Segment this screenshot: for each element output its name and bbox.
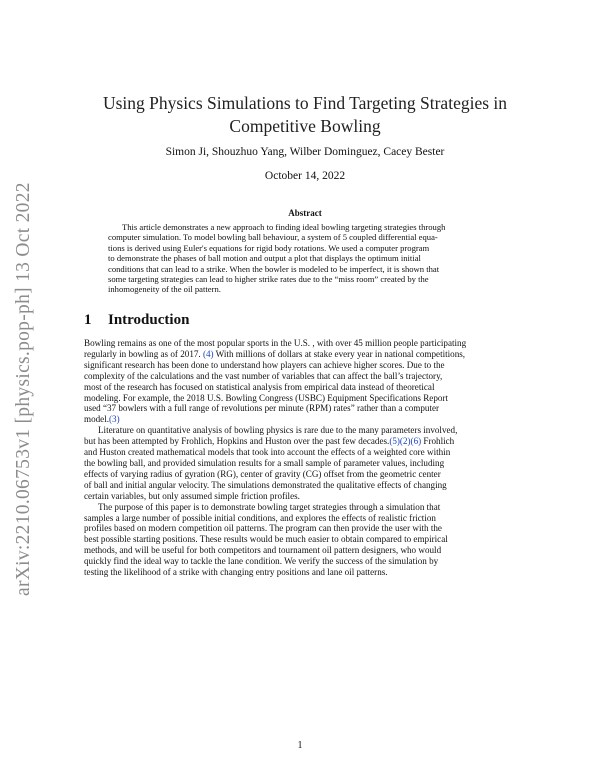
- abstract-line: some targeting strategies can lead to higher strike rates due to the “miss room” created by the: [108, 274, 429, 285]
- citation-link[interactable]: (5)(2)(6): [389, 436, 422, 447]
- text-run: effects of varying radius of gyration (RG), center of gravity (CG) offset from the geometric center: [84, 468, 441, 479]
- paragraph-line: [84, 403, 524, 414]
- publication-date: October 14, 2022: [264, 170, 346, 182]
- text-run: significant research has been done to understand how players can achieve higher scores. Due to the: [84, 359, 445, 370]
- paragraph-line: [84, 523, 524, 534]
- text-run: methods, and will be useful for both competitors and tournament oil pattern designers, who would: [84, 545, 442, 556]
- text-run: Frohlich: [421, 436, 455, 447]
- paragraph-line: [84, 436, 524, 447]
- section-title: Introduction: [108, 312, 190, 328]
- section-number: 1: [84, 312, 92, 328]
- text-run: Literature on quantitative analysis of bowling physics is rare due to the many parameters involved,: [98, 425, 458, 436]
- text-run: the bowling ball, and provided simulation results for a small sample of parameter values, including: [84, 457, 445, 468]
- text-run: profiles based on modern competition oil patterns. The program can then provide the user with the: [84, 523, 442, 534]
- paragraph-line: [84, 393, 524, 404]
- paragraph-line: [84, 458, 524, 469]
- paragraph-line: [84, 534, 524, 545]
- text-run: but has been attempted by Frohlich, Hopkins and Huston over the past few decades.: [84, 436, 390, 447]
- paragraph-line: [84, 338, 524, 349]
- text-run: best possible starting positions. These results would be much easier to obtain compared to empirical: [84, 534, 448, 545]
- citation-link[interactable]: (4): [202, 348, 214, 359]
- text-run: used “37 bowlers with a full range of revolutions per minute (RPM) rates” rather than a computer: [84, 403, 440, 414]
- text-run: testing the likelihood of a strike with changing entry positions and lane oil patterns.: [84, 567, 388, 578]
- abstract-line: computer simulation. To model bowling ball behaviour, a system of 5 coupled differential equa-: [108, 232, 438, 243]
- page-number: 1: [297, 740, 303, 751]
- abstract-body: [108, 222, 502, 295]
- abstract-line: to demonstrate the phases of ball motion and output a plot that displays the optimum initial: [108, 253, 421, 264]
- text-run: With millions of dollars at stake every year in national competitions,: [213, 348, 466, 359]
- author-list: Simon Ji, Shouzhuo Yang, Wilber Dominguez, Cacey Bester: [165, 146, 445, 158]
- text-run: regularly in bowling as of 2017.: [84, 348, 203, 359]
- paragraph-line: [84, 567, 524, 578]
- paragraph-line: [84, 469, 524, 480]
- paragraph-line: [84, 382, 524, 393]
- text-run: and Huston created mathematical models that took into account the effects of a weighted core within: [84, 447, 451, 458]
- paragraph-line: [84, 556, 524, 567]
- text-run: The purpose of this paper is to demonstrate bowling target strategies through a simulation that: [98, 501, 441, 512]
- abstract-line: tions is derived using Euler's equations for rigid body rotations. We used a computer program: [108, 242, 430, 253]
- paragraph-line: [84, 360, 524, 371]
- paragraph-line: [84, 425, 524, 436]
- paragraph-line: [84, 447, 524, 458]
- introduction-body: [84, 338, 524, 578]
- paragraph-line: [84, 502, 524, 513]
- paragraph-line: [84, 371, 524, 382]
- text-run: modeling. For example, the 2018 U.S. Bowling Congress (USBC) Equipment Specifications Report: [84, 392, 448, 403]
- arxiv-identifier-stamp: arXiv:2210.06753v1 [physics.pop-ph] 13 Oct 2022: [13, 182, 34, 596]
- text-run: model.: [84, 414, 110, 425]
- text-run: Bowling remains as one of the most popular sports in the U.S. , with over 45 million people participating: [84, 338, 467, 348]
- text-run: of ball and initial angular velocity. The simulations demonstrated the qualitative effects of changing: [84, 479, 447, 490]
- text-run: certain variables, but only assumed simple friction profiles.: [84, 490, 300, 501]
- abstract-line: conditions that can lead to a strike. When the bowler is modeled to be imperfect, it is shown that: [108, 263, 440, 274]
- paragraph-line: [84, 414, 524, 425]
- title-line: Using Physics Simulations to Find Targeting Strategies in: [102, 93, 508, 113]
- abstract-line: This article demonstrates a new approach to finding ideal bowling targeting strategies through: [122, 222, 446, 232]
- paper-title: [95, 92, 515, 138]
- paragraph-line: [84, 513, 524, 524]
- section-heading: [84, 312, 189, 329]
- paragraph-line: [84, 480, 524, 491]
- paragraph-line: [84, 349, 524, 360]
- text-run: quickly find the ideal way to tackle the lane condition. We verify the success of the simulation by: [84, 556, 439, 567]
- text-run: most of the research has focused on statistical analysis from empirical data instead of theoretical: [84, 381, 435, 392]
- title-line: Competitive Bowling: [229, 116, 381, 136]
- citation-link[interactable]: (3): [109, 414, 120, 425]
- abstract-heading: Abstract: [288, 208, 322, 218]
- text-run: complexity of the calculations and the vast number of variables that can affect the ball’s trajectory,: [84, 370, 443, 381]
- text-run: samples a large number of possible initial conditions, and explores the effects of realistic friction: [84, 512, 436, 523]
- abstract-line: inhomogeneity of the oil pattern.: [108, 284, 221, 295]
- paragraph-line: [84, 491, 524, 502]
- paragraph-line: [84, 545, 524, 556]
